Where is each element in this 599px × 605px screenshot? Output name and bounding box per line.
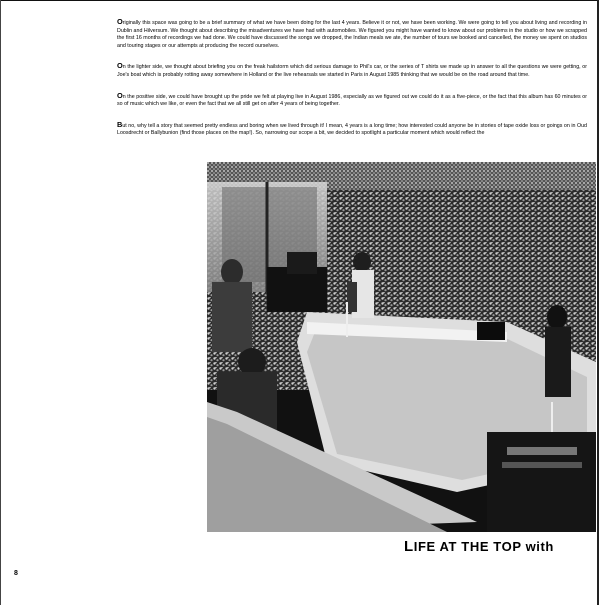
concert-photo-illustration	[207, 162, 596, 532]
page-border-top	[0, 0, 599, 1]
page-number: 8	[14, 570, 18, 577]
caption-heading	[404, 538, 594, 556]
caption-initial: L	[404, 538, 414, 555]
article-body	[117, 18, 587, 150]
paragraph-3-text: n the positive side, we could have brought up the pride we felt at playing live in August 1986, especially as we figured out we could do it as a five-piece, or the fact that this album has 60 minutes or so of music which we like, or even the fact that we all still get on after 4 years of being together.	[117, 93, 587, 108]
paragraph-4	[117, 121, 587, 138]
caption-text: IFE AT THE TOP with	[413, 539, 554, 554]
paragraph-2	[117, 62, 587, 79]
paragraph-3	[117, 92, 587, 109]
concert-photo	[207, 162, 596, 532]
paragraph-3-initial: O	[117, 90, 123, 100]
paragraph-4-text: ut no, why tell a story that seemed pretty endless and boring when we lived through it! I mean, 4 years is a long time; how interested could anyone be in stories of tape oxide loss or goings on in Oud Loosdrecht or Ballybunion (find those places on the map!). So, narrowing our scope a bit, we decided to spotlight a particular moment which would reflect the	[117, 122, 587, 137]
paragraph-2-text: n the lighter side, we thought about briefing you on the freak hailstorm which did serious damage to Phil's car, or the series of T shirts we made up in answer to all the questions we were getting, or Joe's boat which is probably rotting away somewhere in Holland or the live rehearsals we started in Paris in August 1985 thinking that we would be on the road around that time.	[117, 64, 587, 78]
paragraph-1-text: riginally this space was going to be a brief summary of what we have been doing for the last 4 years. Believe it or not, we have been working. We were going to tell you about living and recording in Dublin and Hilversum. We thought about describing the misadventures we have had with automobiles. We figured you might have wanted to know about our problems in the studio or how we scrapped the first 16 months of recordings we had done. We could have discussed the songs we dropped, the Indian meals we ate, the number of tours we booked and cancelled, the money we spent on studios and touring stages or our attempts at producing the record ourselves.	[117, 20, 587, 49]
paragraph-1	[117, 18, 587, 50]
paragraph-4-initial: B	[117, 119, 123, 129]
paragraph-1-initial: O	[117, 17, 123, 26]
page-border-left	[0, 0, 1, 605]
paragraph-2-initial: O	[117, 61, 123, 71]
